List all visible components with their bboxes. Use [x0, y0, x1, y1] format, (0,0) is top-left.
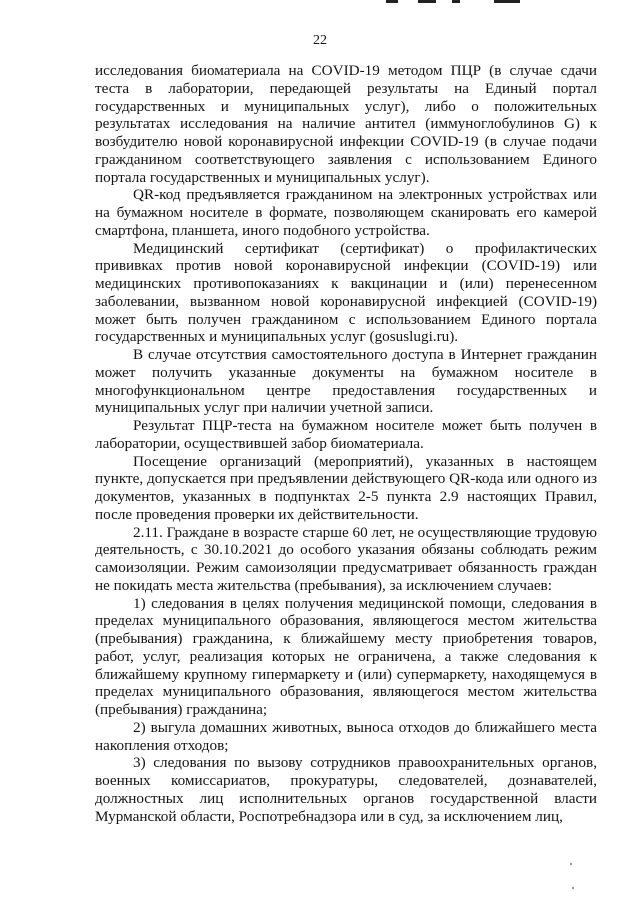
- list-item-2: 2) выгула домашних животных, выноса отходов до ближайшего места накопления отходов;: [95, 718, 597, 754]
- scan-edge-mark: [494, 0, 520, 3]
- paragraph-section-2-11: 2.11. Граждане в возрасте старше 60 лет, не осуществляющие трудовую деятельность, с 30.10.2021 до особого указания обязаны соблюдать режим самоизоляции. Режим самоизоляции предусматривает обязанность граждан не покидать места жительства (пребывания), за исключением случаев:: [95, 523, 597, 594]
- paragraph-no-internet-access: В случае отсутствия самостоятельного доступа в Интернет гражданин может получить указанные документы на бумажном носителе в многофункциональном центре предоставления государственных и муниципальных услуг при наличии учетной записи.: [95, 346, 597, 417]
- document-body: [95, 62, 597, 825]
- paragraph-continuation: исследования биоматериала на COVID-19 методом ПЦР (в случае сдачи теста в лаборатории, передающей результаты на Единый портал государственных и муниципальных услуг), либо о положительных результатах исследования на наличие антител (иммуноглобулинов G) к возбудителю новой коронавирусной инфекции COVID-19 (в случае подачи гражданином соответствующего заявления с использованием Единого портала государственных и муниципальных услуг).: [95, 62, 597, 186]
- scan-speck: [570, 863, 572, 865]
- scan-edge-mark: [386, 0, 398, 3]
- list-item-3: 3) следования по вызову сотрудников правоохранительных органов, военных комиссариатов, прокуратуры, следователей, дознавателей, должностных лиц исполнительных органов государственной власти Мурманской области, Роспотребнадзора или в суд, за исключением лиц,: [95, 754, 597, 825]
- list-item-1: 1) следования в целях получения медицинской помощи, следования в пределах муниципального образования, являющегося местом жительства (пребывания) гражданина, к ближайшему месту приобретения товаров, работ, услуг, реализация которых не ограничена, а также следования к ближайшему крупному гипермаркету и (или) супермаркету, находящемуся в пределах муниципального образования, являющегося местом жительства (пребывания) гражданина;: [95, 594, 597, 718]
- page-number: 22: [313, 33, 327, 48]
- paragraph-pcr-result: Результат ПЦР-теста на бумажном носителе может быть получен в лаборатории, осуществившей забор биоматериала.: [95, 417, 597, 452]
- paragraph-qr-code: QR-код предъявляется гражданином на электронных устройствах или на бумажном носителе в формате, позволяющем сканировать его камерой смартфона, планшета, иного подобного устройства.: [95, 186, 597, 239]
- scan-edge-mark: [452, 0, 460, 3]
- paragraph-visiting-organizations: Посещение организаций (мероприятий), указанных в настоящем пункте, допускается при предъявлении действующего QR-кода или одного из документов, указанных в подпунктах 2-5 пункта 2.9 настоящих Правил, после проведения проверки их действительности.: [95, 452, 597, 523]
- paragraph-medical-certificate: Медицинский сертификат (сертификат) о профилактических прививках против новой коронавирусной инфекции (COVID-19) или медицинских противопоказаниях к вакцинации и (или) перенесенном заболевании, вызванном новой коронавирусной инфекцией (COVID-19) может быть получен гражданином с использованием Единого портала государственных и муниципальных услуг (gosuslugi.ru).: [95, 239, 597, 346]
- scan-edge-mark: [418, 0, 436, 3]
- scan-speck: [572, 887, 574, 889]
